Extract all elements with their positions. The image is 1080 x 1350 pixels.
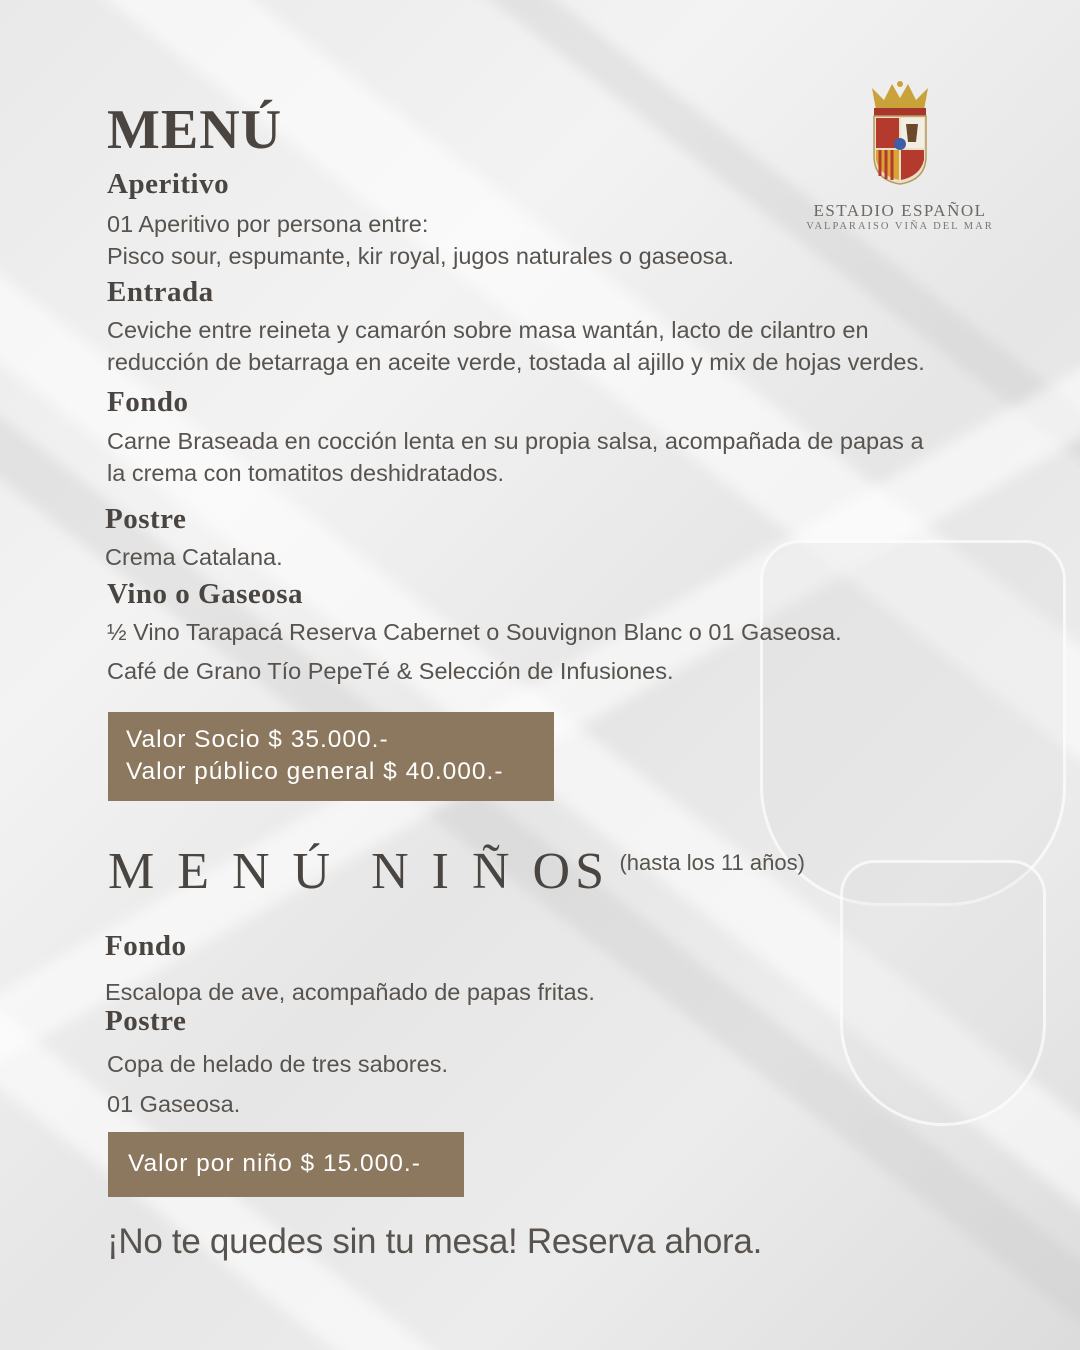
section-heading-aperitivo: Aperitivo [107,168,230,200]
entrada-line-1: Ceviche entre reineta y camarón sobre masa wantán, lacto de cilantro en [107,317,869,343]
section-heading-postre: Postre [105,503,187,535]
menu-title: MENÚ [107,99,283,161]
brand-tagline: VALPARAISO VIÑA DEL MAR [806,221,994,232]
price-kids: Valor por niño $ 15.000.- [128,1150,421,1177]
price-publico: Valor público general $ 40.000.- [126,758,504,785]
wine-glass-decoration [840,860,1046,1126]
section-heading-fondo: Fondo [107,386,189,418]
kids-heading-postre: Postre [105,1005,187,1037]
aperitivo-line-2: Pisco sour, espumante, kir royal, jugos naturales o gaseosa. [107,243,735,269]
fondo-line-1: Carne Braseada en cocción lenta en su propia salsa, acompañada de papas a [107,428,924,454]
vino-line-1: ½ Vino Tarapacá Reserva Cabernet o Souvignon Blanc o 01 Gaseosa. [107,619,842,645]
kids-postre-line-2: 01 Gaseosa. [107,1091,241,1117]
brand-name: ESTADIO ESPAÑOL [813,201,987,220]
aperitivo-line-1: 01 Aperitivo por persona entre: [107,211,429,237]
postre-line-1: Crema Catalana. [105,544,283,570]
kids-age-note: (hasta los 11 años) [619,850,805,875]
logo [800,80,1000,232]
coat-of-arms-icon [868,80,932,186]
entrada-line-2: reducción de betarraga en aceite verde, tostada al ajillo y mix de hojas verdes. [107,349,925,375]
kids-fondo-line-1: Escalopa de ave, acompañado de papas fritas. [105,979,595,1005]
price-box-adult [108,712,554,801]
kids-menu-title: M E N Ú N I Ñ OS [108,843,609,900]
kids-postre-line-1: Copa de helado de tres sabores. [107,1051,448,1077]
cta-text: ¡No te quedes sin tu mesa! Reserva ahora. [107,1222,762,1261]
section-heading-vino: Vino o Gaseosa [107,578,304,610]
vino-line-2: Café de Grano Tío PepeTé & Selección de Infusiones. [107,658,674,684]
kids-heading-fondo: Fondo [105,930,187,962]
kids-title-row [108,842,805,901]
wine-glass-decoration [760,540,1066,906]
price-box-kids [108,1132,464,1197]
section-heading-entrada: Entrada [107,276,214,308]
fondo-line-2: la crema con tomatitos deshidratados. [107,460,505,486]
price-socio: Valor Socio $ 35.000.- [126,726,389,753]
